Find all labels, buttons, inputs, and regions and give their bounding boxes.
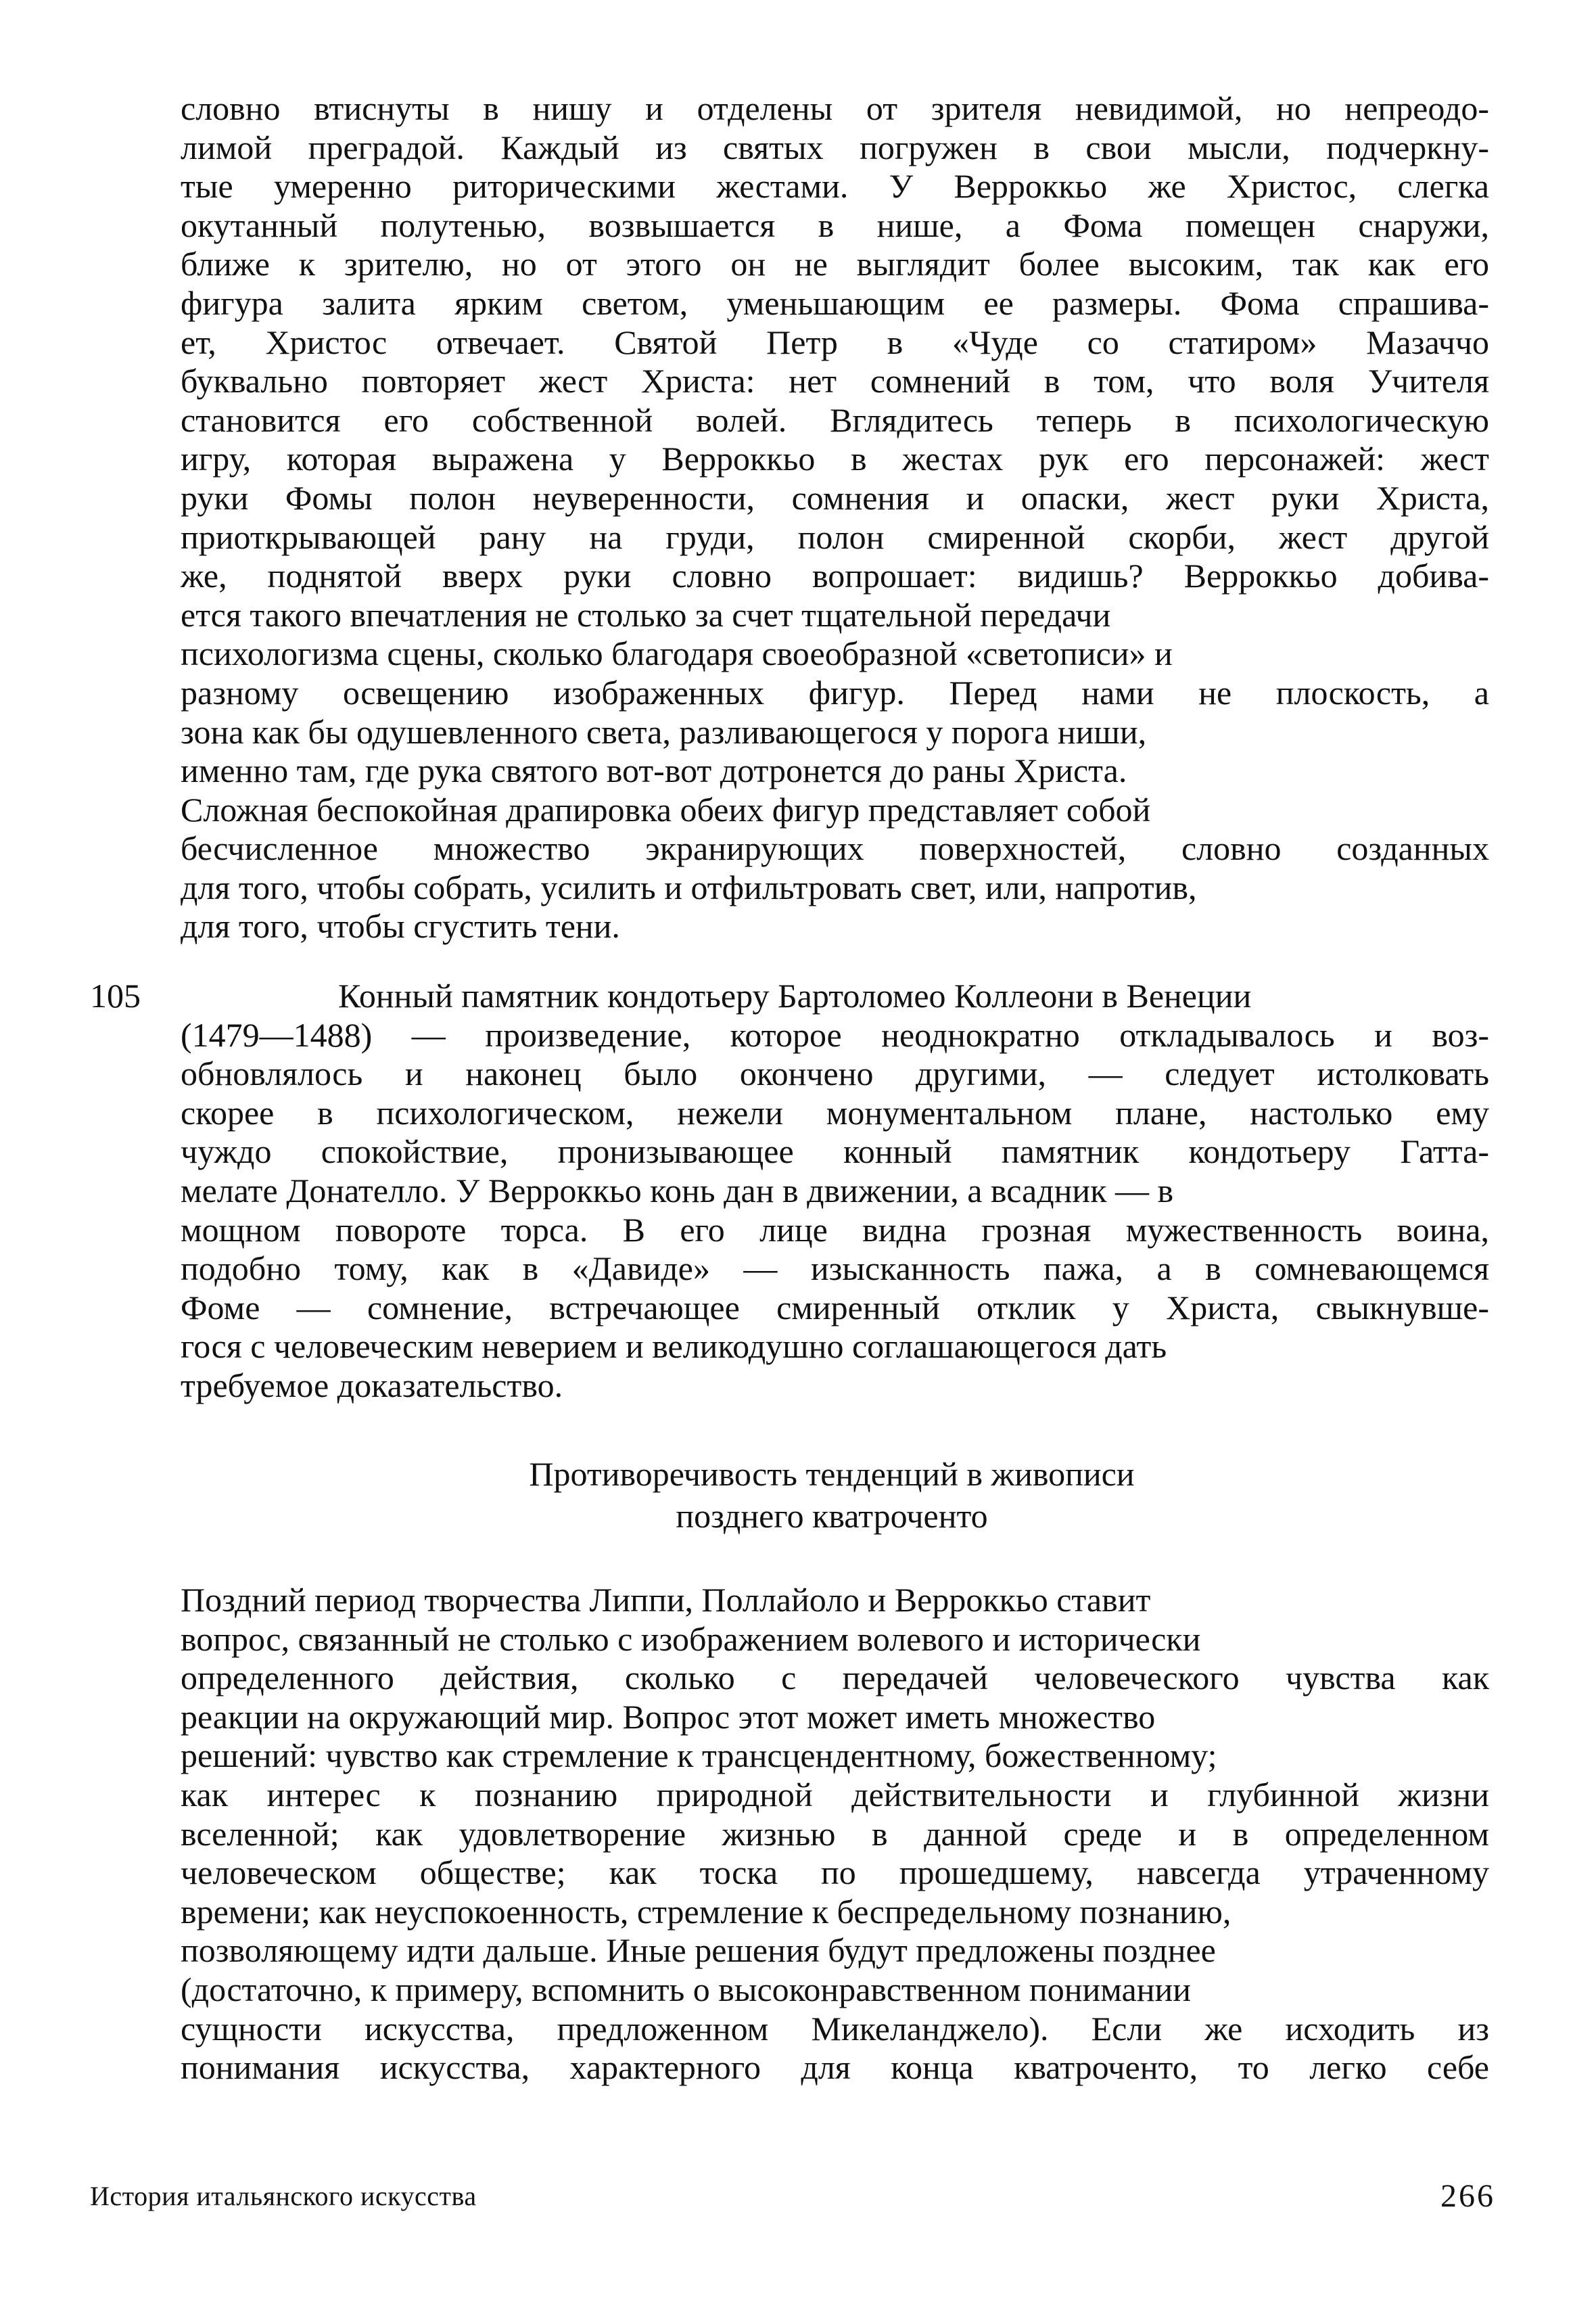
text-line: мощном повороте торса. В его лице видна грозная мужественность воина, [181,1210,1489,1249]
text-line: обновлялось и наконец было окончено другими, — следует истолковать [181,1055,1489,1093]
text-line: Фоме — сомнение, встречающее смиренный отклик у Христа, свыкнувше- [181,1288,1489,1326]
text-line: реакции на окружающий мир. Вопрос этот может иметь множество [181,1697,1156,1736]
text-line: ближе к зрителю, но от этого он не выглядит более высоким, так как его [181,245,1489,283]
section-heading [34,1453,1596,1537]
text-line: ется такого впечатления не столько за счет тщательной передачи [181,595,1111,634]
text-line: зона как бы одушевленного света, разливающегося у порога ниши, [181,712,1147,751]
text-line: же, поднятой вверх руки словно вопрошает: видишь? Верроккьо добива- [181,557,1489,595]
text-line: тые умеренно риторическими жестами. У Верроккьо же Христос, слегка [181,167,1489,206]
text-line: Поздний период творчества Липпи, Поллайоло и Верроккьо ставит [181,1581,1151,1619]
text-line: (достаточно, к примеру, вспомнить о высоконравственном понимании [181,1970,1191,2008]
text-line: словно втиснуты в нишу и отделены от зрителя невидимой, но непреодо- [181,89,1489,127]
text-line: фигура залита ярким светом, уменьшающим ее размеры. Фома спрашива- [181,283,1489,322]
section-heading-line: позднего кватроченто [676,1497,988,1535]
text-line: буквально повторяет жест Христа: нет сомнений в том, что воля Учителя [181,362,1489,400]
text-line: понимания искусства, характерного для конца кватроченто, то легко себе [181,2048,1489,2087]
text-line: становится его собственной волей. Вглядитесь теперь в психологическую [181,400,1489,439]
text-line: решений: чувство как стремление к трансцендентному, божественному; [181,1736,1217,1775]
text-line: человеческом обществе; как тоска по прошедшему, навсегда утраченному [181,1853,1489,1892]
text-line: гося с человеческим неверием и великодушно соглашающегося дать [181,1327,1167,1366]
section-heading-line: Противоречивость тенденций в живописи [529,1455,1135,1493]
text-line: игру, которая выражена у Верроккьо в жестах рук его персонажей: жест [181,440,1489,478]
margin-illustration-number: 105 [90,977,141,1015]
text-line: именно там, где рука святого вот-вот дотронется до раны Христа. [181,752,1127,790]
text-line: вселенной; как удовлетворение жизнью в данной среде и в определенном [181,1814,1489,1853]
text-line: сущности искусства, предложенном Микеланджело). Если же исходить из [181,2009,1489,2048]
text-line: позволяющему идти дальше. Иные решения будут предложены позднее [181,1931,1216,1970]
text-line: руки Фомы полон неуверенности, сомнения и опаски, жест руки Христа, [181,478,1489,517]
text-line: как интерес к познанию природной действительности и глубинной жизни [181,1775,1489,1814]
text-line: мелате Донателло. У Верроккьо конь дан в движении, а всадник — в [181,1171,1174,1209]
text-line: приоткрывающей рану на груди, полон смиренной скорби, жест другой [181,517,1489,556]
paragraph-2 [181,977,1489,1406]
text-line: лимой преградой. Каждый из святых погружен в свои мысли, подчеркну- [181,128,1489,166]
running-footer-title: История итальянского искусства [90,2181,477,2211]
text-line: подобно тому, как в «Давиде» — изысканность пажа, а в сомневающемся [181,1249,1489,1288]
text-line: чуждо спокойствие, пронизывающее конный памятник кондотьеру Гатта- [181,1132,1489,1171]
text-line: разному освещению изображенных фигур. Перед нами не плоскость, а [181,673,1489,712]
paragraph-1 [181,89,1489,946]
text-line: психологизма сцены, сколько благодаря своеобразной «светописи» и [181,634,1173,673]
text-line: окутанный полутенью, возвышается в нише, а Фома помещен снаружи, [181,206,1489,244]
text-line: бесчисленное множество экранирующих поверхностей, словно созданных [181,829,1489,868]
text-line: времени; как неуспокоенность, стремление к беспредельному познанию, [181,1892,1231,1931]
text-line: (1479—1488) — произведение, которое неоднократно откладывалось и воз- [181,1015,1489,1054]
text-line: вопрос, связанный не столько с изображением волевого и исторически [181,1619,1201,1658]
text-line: Конный памятник кондотьеру Бартоломео Коллеони в Венеции [338,977,1252,1015]
text-line: для того, чтобы собрать, усилить и отфильтровать свет, или, напротив, [181,868,1197,906]
text-line: требуемое доказательство. [181,1366,563,1404]
text-line: определенного действия, сколько с передачей человеческого чувства как [181,1659,1489,1697]
text-line: Сложная беспокойная драпировка обеих фигур представляет собой [181,790,1151,829]
text-line: ет, Христос отвечает. Святой Петр в «Чуде со статиром» Мазаччо [181,323,1489,361]
text-line: скорее в психологическом, нежели монументальном плане, настолько ему [181,1093,1489,1132]
page-number: 266 [1440,2178,1495,2214]
text-line: для того, чтобы сгустить тени. [181,907,620,946]
paragraph-3 [181,1581,1489,2087]
